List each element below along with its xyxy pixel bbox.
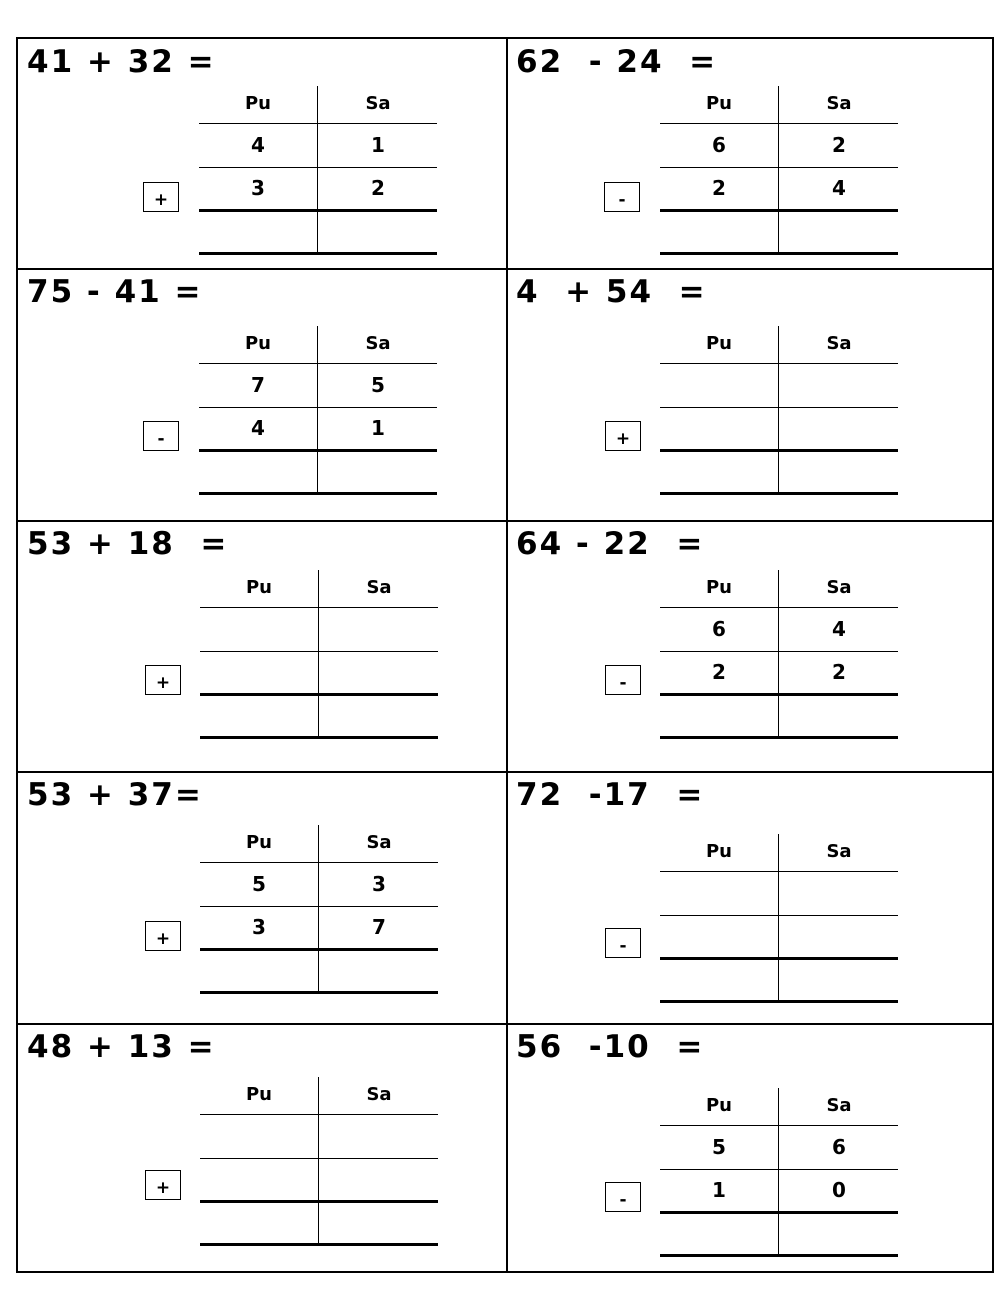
bottom-ones-digit [780,915,898,958]
top-tens-digit: 7 [251,373,265,397]
answer-ones-digit[interactable] [780,211,898,254]
answer-tens-digit[interactable] [660,1213,778,1256]
bottom-ones-digit [780,407,898,450]
operator-box: - [143,421,179,451]
top-tens-digit: 5 [252,872,266,896]
top-ones-digit: 4 [832,617,846,641]
operator-box: + [145,665,181,695]
answer-ones-digit[interactable] [320,950,438,993]
answer-tens-digit[interactable] [660,451,778,494]
problem-equation: 72 -17 = [516,777,705,813]
header-ones: Sa [366,832,392,853]
bottom-tens-digit [660,915,778,958]
bottom-number-row [660,1169,898,1212]
bottom-number-row [200,1158,438,1201]
top-number-row [200,1115,438,1158]
top-number-row [660,608,898,651]
header-ones: Sa [826,1095,852,1116]
top-ones-digit: 3 [372,872,386,896]
place-value-table [199,326,437,496]
operator-box: - [604,182,640,212]
bottom-tens-digit: 3 [251,176,265,200]
bottom-tens-digit: 4 [251,416,265,440]
bottom-ones-digit: 1 [371,416,385,440]
header-ones: Sa [365,333,391,354]
top-tens-digit [660,364,778,407]
answer-number-row[interactable] [660,211,898,254]
top-number-row [200,863,438,906]
bottom-tens-digit [660,407,778,450]
bottom-tens-digit: 2 [712,660,726,684]
top-ones-digit [780,364,898,407]
header-ones: Sa [826,841,852,862]
bottom-number-row [200,906,438,949]
answer-ones-digit[interactable] [780,1213,898,1256]
bottom-ones-digit [320,1158,438,1201]
bottom-ones-digit: 2 [371,176,385,200]
top-tens-digit: 6 [712,133,726,157]
problem-equation: 64 - 22 = [516,526,705,562]
answer-number-row[interactable] [200,695,438,738]
header-ones: Sa [826,333,852,354]
bottom-number-row [660,167,898,210]
problem-equation: 56 -10 = [516,1029,705,1065]
place-value-table [200,570,438,740]
problem-equation: 48 + 13 = [27,1029,216,1065]
top-number-row [660,364,898,407]
header-tens: Pu [705,1095,732,1116]
row-divider [18,1023,992,1025]
header-ones: Sa [826,577,852,598]
answer-number-row[interactable] [200,1202,438,1245]
answer-number-row[interactable] [199,211,437,254]
column-divider [506,39,508,1271]
bottom-ones-digit: 7 [372,915,386,939]
header-tens: Pu [244,93,271,114]
bottom-tens-digit [200,1158,318,1201]
answer-number-row[interactable] [200,950,438,993]
bottom-tens-digit: 2 [712,176,726,200]
problem-equation: 41 + 32 = [27,44,216,80]
header-ones: Sa [366,1084,392,1105]
header-tens: Pu [245,1084,272,1105]
answer-tens-digit[interactable] [199,211,317,254]
operator-box: + [145,921,181,951]
top-number-row [200,608,438,651]
bottom-number-row [660,651,898,694]
answer-ones-digit[interactable] [780,695,898,738]
top-ones-digit: 5 [371,373,385,397]
bottom-number-row [199,407,437,450]
header-ones: Sa [366,577,392,598]
answer-number-row[interactable] [660,451,898,494]
place-value-table [199,86,437,256]
row-divider [18,268,992,270]
bottom-ones-digit: 2 [832,660,846,684]
answer-ones-digit[interactable] [319,451,437,494]
top-tens-digit [660,872,778,915]
answer-ones-digit[interactable] [780,959,898,1002]
bottom-number-row [660,915,898,958]
header-tens: Pu [245,832,272,853]
answer-number-row[interactable] [660,959,898,1002]
answer-tens-digit[interactable] [199,451,317,494]
header-tens: Pu [705,841,732,862]
top-number-row [660,124,898,167]
place-value-table [200,1077,438,1247]
place-value-table [200,825,438,995]
place-value-table [660,86,898,256]
answer-tens-digit[interactable] [200,1202,318,1245]
row-divider [18,771,992,773]
bottom-ones-digit: 4 [832,176,846,200]
answer-ones-digit[interactable] [320,1202,438,1245]
top-ones-digit [320,1115,438,1158]
problem-equation: 4 + 54 = [516,274,707,310]
place-value-table [660,1088,898,1258]
bottom-number-row [199,167,437,210]
problem-equation: 53 + 18 = [27,526,229,562]
place-value-table [660,326,898,496]
header-tens: Pu [705,333,732,354]
bottom-tens-digit: 1 [712,1178,726,1202]
answer-number-row[interactable] [660,1213,898,1256]
top-number-row [199,364,437,407]
place-value-table [660,834,898,1004]
answer-ones-digit[interactable] [319,211,437,254]
answer-ones-digit[interactable] [780,451,898,494]
bottom-number-row [660,407,898,450]
top-ones-digit: 2 [832,133,846,157]
answer-number-row[interactable] [199,451,437,494]
header-ones: Sa [365,93,391,114]
answer-ones-digit[interactable] [320,695,438,738]
top-tens-digit [200,608,318,651]
operator-box: - [605,665,641,695]
header-tens: Pu [244,333,271,354]
problem-equation: 53 + 37= [27,777,203,813]
answer-tens-digit[interactable] [660,959,778,1002]
top-tens-digit [200,1115,318,1158]
operator-box: - [605,928,641,958]
top-ones-digit [320,608,438,651]
header-tens: Pu [705,93,732,114]
bottom-ones-digit: 0 [832,1178,846,1202]
bottom-number-row [200,651,438,694]
bottom-tens-digit [200,651,318,694]
operator-box: + [145,1170,181,1200]
answer-tens-digit[interactable] [660,695,778,738]
operator-box: - [605,1182,641,1212]
top-number-row [199,124,437,167]
header-tens: Pu [245,577,272,598]
operator-box: + [605,421,641,451]
top-ones-digit: 6 [832,1135,846,1159]
answer-tens-digit[interactable] [660,211,778,254]
answer-tens-digit[interactable] [200,695,318,738]
top-tens-digit: 6 [712,617,726,641]
header-ones: Sa [826,93,852,114]
bottom-ones-digit [320,651,438,694]
top-ones-digit: 1 [371,133,385,157]
top-number-row [660,872,898,915]
problem-equation: 62 - 24 = [516,44,718,80]
answer-number-row[interactable] [660,695,898,738]
top-number-row [660,1126,898,1169]
bottom-tens-digit: 3 [252,915,266,939]
top-tens-digit: 4 [251,133,265,157]
top-ones-digit [780,872,898,915]
answer-tens-digit[interactable] [200,950,318,993]
problem-equation: 75 - 41 = [27,274,203,310]
top-tens-digit: 5 [712,1135,726,1159]
place-value-table [660,570,898,740]
header-tens: Pu [705,577,732,598]
operator-box: + [143,182,179,212]
row-divider [18,520,992,522]
